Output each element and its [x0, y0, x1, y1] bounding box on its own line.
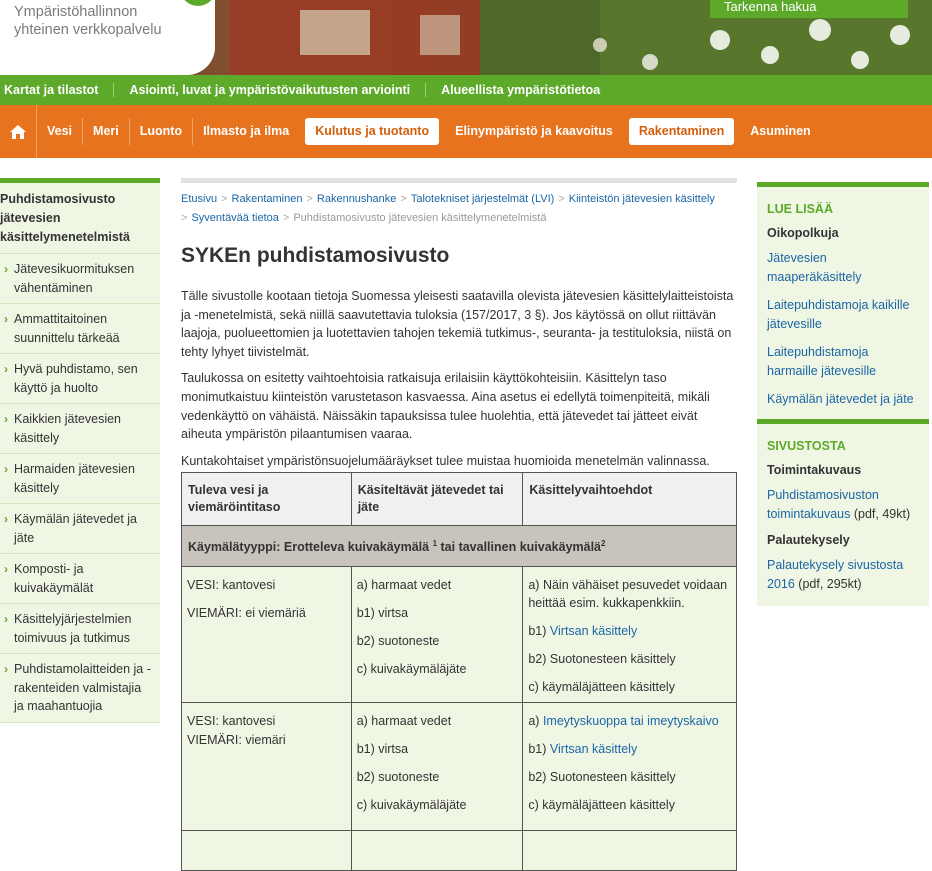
sidebar-item-label: Jätevesikuormituksen vähentäminen — [14, 262, 135, 295]
chevron-right-icon: › — [4, 462, 8, 476]
description-pdf-link[interactable]: Puhdistamosivuston toimintakuvaus — [767, 488, 879, 521]
urine-treatment-link[interactable]: Virtsan käsittely — [549, 741, 638, 756]
main-content — [181, 178, 737, 871]
shortcut-link[interactable]: Jätevesien maaperäkäsittely — [767, 251, 862, 284]
breadcrumb-link[interactable]: Etusivu — [181, 193, 218, 205]
about-site-box — [757, 419, 929, 606]
chevron-right-icon: › — [4, 262, 8, 276]
sidebar-item[interactable] — [0, 554, 160, 604]
chevron-right-icon: › — [4, 362, 8, 376]
page-title: SYKEn puhdistamosivusto — [181, 244, 450, 267]
breadcrumb-separator-icon: > — [558, 193, 565, 205]
breadcrumb-separator-icon: > — [306, 193, 313, 205]
sidebar-item[interactable] — [0, 354, 160, 404]
sidebar-navigation — [0, 178, 160, 723]
shortcuts-subheading: Oikopolkuja — [767, 226, 839, 240]
content-top-bar — [181, 178, 737, 183]
breadcrumb-separator-icon: > — [221, 193, 228, 205]
sidebar-item[interactable] — [0, 654, 160, 723]
shortcut-link[interactable]: Laitepuhdistamoja harmaille jätevesille — [767, 345, 877, 378]
main-navigation — [0, 105, 932, 158]
mainnav-item-kulutus[interactable]: Kulutus ja tuotanto — [305, 118, 439, 145]
sidebar-item-label: Ammattitaitoinen suunnittelu tärkeää — [14, 312, 120, 345]
table-cell: a) harmaat vedet b1) virtsa b2) suotoneste c) kuivakäymäläjäte — [351, 702, 523, 830]
mainnav-item-asuminen[interactable]: Asuminen — [750, 124, 811, 138]
read-more-heading: LUE LISÄÄ — [767, 202, 833, 216]
chevron-right-icon: › — [4, 312, 8, 326]
logo-panel[interactable] — [0, 0, 215, 75]
home-button[interactable] — [0, 105, 37, 158]
top-navigation — [0, 75, 932, 105]
breadcrumb-link[interactable]: Rakentaminen — [231, 193, 303, 205]
sidebar-item-label: Käsittelyjärjestelmien toimivuus ja tutkimus — [14, 612, 132, 645]
breadcrumb — [181, 190, 737, 228]
mainnav-item-elinymparisto[interactable]: Elinympäristö ja kaavoitus — [455, 124, 613, 138]
breadcrumb-separator-icon: > — [400, 193, 407, 205]
sidebar-item[interactable] — [0, 504, 160, 554]
home-icon — [9, 124, 27, 140]
mainnav-item-meri[interactable]: Meri — [83, 118, 130, 145]
topnav-item-maps[interactable]: Kartat ja tilastot — [4, 83, 99, 97]
table-cell — [351, 830, 523, 870]
shortcut-link[interactable]: Käymälän jätevedet ja jäte — [767, 392, 914, 406]
sidebar-item-label: Puhdistamolaitteiden ja -rakenteiden valmistajia ja maahantuojia — [14, 662, 151, 713]
mainnav-item-rakentaminen[interactable]: Rakentaminen — [629, 118, 734, 145]
breadcrumb-link[interactable]: Rakennushanke — [316, 193, 397, 205]
mainnav-item-ilmasto[interactable]: Ilmasto ja ilma — [203, 124, 290, 138]
site-header — [0, 0, 932, 75]
table-cell: a) Imeytyskuoppa tai imeytyskaivo b1) Virtsan käsittely b2) Suotonesteen käsittely c) käymäläjätteen käsittely — [523, 702, 737, 830]
breadcrumb-separator-icon: > — [282, 212, 290, 224]
sidebar-item[interactable] — [0, 404, 160, 454]
sidebar-item[interactable] — [0, 454, 160, 504]
breadcrumb-link[interactable]: Syventävää tietoa — [191, 212, 279, 224]
table-group-header: Käymälätyyppi: Erotteleva kuivakäymälä $^1$ tai tavallinen kuivakäymälä$^2$ — [182, 526, 737, 566]
treatment-options-table — [181, 472, 737, 870]
logo-line-1: Ympäristöhallinnon — [14, 4, 138, 20]
chevron-right-icon: › — [4, 662, 8, 676]
breadcrumb-link[interactable]: Kiinteistön jätevesien käsittely — [568, 193, 715, 205]
table-cell: a) Näin vähäiset pesuvedet voidaan heittää esim. kukkapenkkiin. b1) Virtsan käsittely b2) Suotonesteen käsittely c) käymäläjätteen käsittely — [523, 566, 737, 702]
table-cell — [182, 830, 352, 870]
sidebar-title[interactable]: Puhdistamosivusto jätevesien käsittelymenetelmistä — [0, 183, 160, 254]
table-cell: a) harmaat vedet b1) virtsa b2) suotoneste c) kuivakäymäläjäte — [351, 566, 523, 702]
table-cell: VESI: kantovesi VIEMÄRI: ei viemäriä — [182, 566, 352, 702]
read-more-box — [757, 182, 929, 423]
sidebar-item-label: Harmaiden jätevesien käsittely — [14, 462, 135, 495]
file-info: (pdf, 295kt) — [794, 577, 862, 591]
sidebar-item[interactable] — [0, 604, 160, 654]
sidebar-item-label: Hyvä puhdistamo, sen käyttö ja huolto — [14, 362, 138, 395]
column-header: Tuleva vesi ja viemäröintitaso — [182, 473, 352, 526]
breadcrumb-link[interactable]: Talotekniset järjestelmät (LVI) — [410, 193, 555, 205]
sidebar-item-label: Komposti- ja kuivakäymälät — [14, 562, 94, 595]
regulations-note: Kuntakohtaiset ympäristönsuojelumääräykset tulee muistaa huomioida menetelmän valinnassa. — [181, 453, 710, 468]
column-header: Käsittelyvaihtoehdot — [523, 473, 737, 526]
infiltration-pit-link[interactable]: Imeytyskuoppa tai imeytyskaivo — [542, 713, 719, 728]
table-intro-paragraph: Taulukossa on esitetty vaihtoehtoisia ratkaisuja erilaisiin käyttökohteisiin. Käsittelyn taso monimutkaistuu kiinteistön varustetason kasvaessa. Aina asetus ei edellytä toimenpiteitä, mikäli vedenkäyttö on vähäistä. Näissäkin tapauksissa tulee huolehtia, että jätevedet tai jätteet eivät aiheuta ympäristön pilaantumisen vaaraa. — [181, 371, 710, 442]
feedback-pdf-link[interactable]: Palautekysely sivustosta 2016 — [767, 558, 904, 591]
intro-paragraph: Tälle sivustolle kootaan tietoja Suomessa yleisesti saatavilla olevista jätevesien käsittelylaitteistoista ja -menetelmistä, sekä niillä saavutettavia tuloksia (157/2017, 3 §). Jos käytössä on ollut riittävän laajoja, puolueettomien ja luotettavien tahojen tekemiä tutkimus-, seuranta- ja testituloksia, niistä on tehty lyhyet tiivistelmät. — [181, 289, 734, 359]
table-cell — [523, 830, 737, 870]
logo-line-2: yhteinen verkkopalvelu — [14, 22, 162, 38]
chevron-right-icon: › — [4, 412, 8, 426]
chevron-right-icon: › — [4, 562, 8, 576]
table-cell: VESI: kantovesi VIEMÄRI: viemäri — [182, 702, 352, 830]
breadcrumb-current: Puhdistamosivusto jätevesien käsittelymenetelmistä — [293, 212, 547, 224]
table-row — [182, 566, 737, 702]
refine-search-button[interactable]: Tarkenna hakua — [710, 0, 908, 18]
about-site-heading: SIVUSTOSTA — [767, 439, 846, 453]
chevron-right-icon: › — [4, 612, 8, 626]
chevron-right-icon: › — [4, 512, 8, 526]
urine-treatment-link[interactable]: Virtsan käsittely — [549, 623, 638, 638]
sidebar-item-label: Kaikkien jätevesien käsittely — [14, 412, 122, 445]
table-row — [182, 702, 737, 830]
description-subheading: Toimintakuvaus — [767, 463, 862, 477]
topnav-item-regional[interactable]: Alueellista ympäristötietoa — [425, 83, 615, 97]
file-info: (pdf, 49kt) — [850, 507, 911, 521]
site-logo[interactable] — [14, 3, 204, 39]
shortcut-link[interactable]: Laitepuhdistamoja kaikille jätevesille — [767, 298, 910, 331]
mainnav-item-luonto[interactable]: Luonto — [130, 118, 193, 145]
column-header: Käsiteltävät jätevedet tai jäte — [351, 473, 523, 526]
feedback-subheading: Palautekysely — [767, 533, 850, 547]
table-row — [182, 830, 737, 870]
breadcrumb-separator-icon: > — [181, 212, 188, 224]
topnav-item-services[interactable]: Asiointi, luvat ja ympäristövaikutusten arviointi — [113, 83, 425, 97]
mainnav-item-vesi[interactable]: Vesi — [37, 118, 83, 145]
sidebar-item[interactable] — [0, 304, 160, 354]
sidebar-item[interactable] — [0, 254, 160, 304]
sidebar-item-label: Käymälän jätevedet ja jäte — [14, 512, 137, 545]
